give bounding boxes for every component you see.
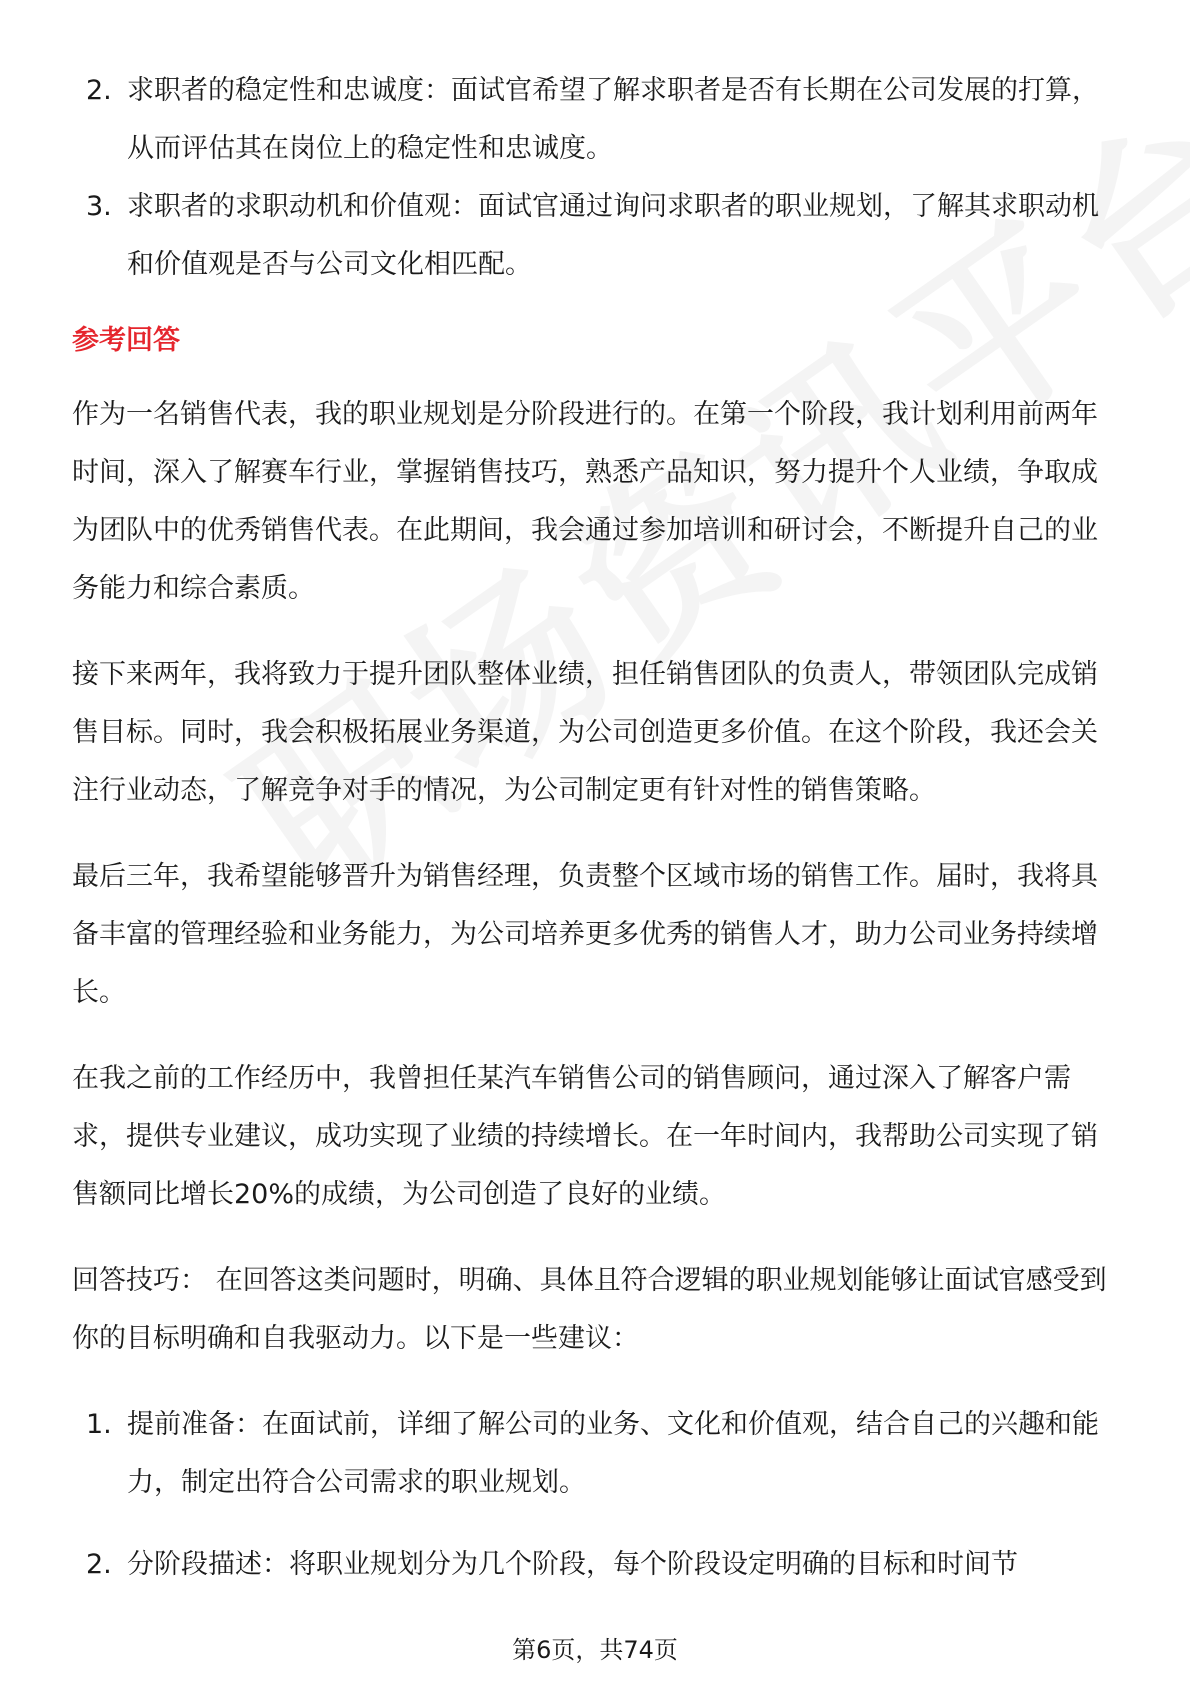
- page-footer: 第6页，共74页: [512, 1636, 678, 1664]
- list-item: [72, 178, 1122, 294]
- list-number: 1.: [86, 1409, 112, 1440]
- paragraph: 作为一名销售代表，我的职业规划是分阶段进行的。在第一个阶段，我计划利用前两年时间，深入了解赛车行业，掌握销售技巧，熟悉产品知识，努力提升个人业绩，争取成为团队中的优秀销售代表。在此期间，我会通过参加培训和研讨会，不断提升自己的业务能力和综合素质。: [72, 399, 1098, 604]
- paragraph: 回答技巧： 在回答这类问题时，明确、具体且符合逻辑的职业规划能够让面试官感受到你的目标明确和自我驱动力。以下是一些建议：: [72, 1265, 1107, 1354]
- page-content: [72, 62, 1122, 1618]
- list-number: 2.: [86, 75, 112, 106]
- list-item: [72, 1536, 1122, 1594]
- list-text: 提前准备：在面试前，详细了解公司的业务、文化和价值观，结合自己的兴趣和能力，制定出符合公司需求的职业规划。: [127, 1409, 1099, 1498]
- tips-list: [72, 1396, 1122, 1594]
- list-text: 求职者的求职动机和价值观：面试官通过询问求职者的职业规划，了解其求职动机和价值观是否与公司文化相匹配。: [127, 191, 1099, 280]
- list-item: [72, 1396, 1122, 1512]
- list-text: 求职者的稳定性和忠诚度：面试官希望了解求职者是否有长期在公司发展的打算，从而评估其在岗位上的稳定性和忠诚度。: [127, 75, 1099, 164]
- list-number: 2.: [86, 1549, 112, 1580]
- section-heading: 参考回答: [72, 325, 180, 356]
- list-text: 分阶段描述：将职业规划分为几个阶段，每个阶段设定明确的目标和时间节: [127, 1549, 1018, 1580]
- paragraph: 在我之前的工作经历中，我曾担任某汽车销售公司的销售顾问，通过深入了解客户需求，提供专业建议，成功实现了业绩的持续增长。在一年时间内，我帮助公司实现了销售额同比增长20%的成绩，为公司创造了良好的业绩。: [72, 1063, 1098, 1210]
- list-item: [72, 62, 1122, 178]
- paragraph: 接下来两年，我将致力于提升团队整体业绩，担任销售团队的负责人，带领团队完成销售目标。同时，我会积极拓展业务渠道，为公司创造更多价值。在这个阶段，我还会关注行业动态，了解竞争对手的情况，为公司制定更有针对性的销售策略。: [72, 659, 1098, 806]
- paragraph: 最后三年，我希望能够晋升为销售经理，负责整个区域市场的销售工作。届时，我将具备丰富的管理经验和业务能力，为公司培养更多优秀的销售人才，助力公司业务持续增长。: [72, 861, 1098, 1008]
- criteria-list: [72, 62, 1122, 294]
- list-number: 3.: [86, 191, 112, 222]
